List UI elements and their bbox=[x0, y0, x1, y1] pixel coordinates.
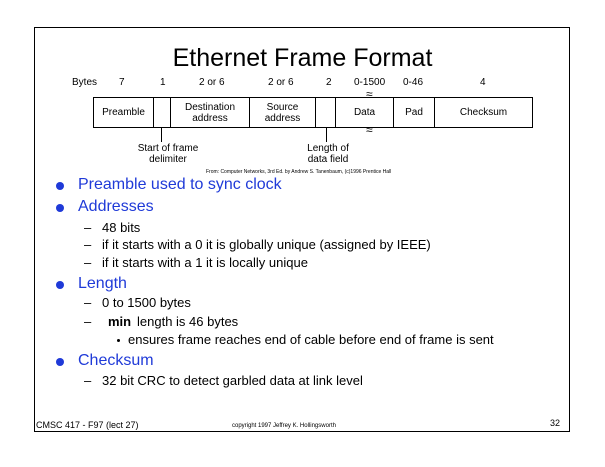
bullet-icon bbox=[56, 358, 64, 366]
subsub-bullet-icon bbox=[117, 339, 120, 342]
bullet-addresses: Addresses bbox=[78, 198, 154, 215]
sub-32-bit-crc: 32 bit CRC to detect garbled data at link level bbox=[102, 373, 363, 388]
sub-48-bits: 48 bits bbox=[102, 220, 141, 235]
break-mark-top-icon: ≈ bbox=[366, 87, 373, 101]
field-preamble: Preamble bbox=[94, 98, 154, 127]
dash-icon: – bbox=[84, 220, 92, 235]
bytes-value-length: 2 bbox=[326, 77, 332, 88]
dash-icon: – bbox=[84, 373, 92, 388]
field-source-address: Source address bbox=[250, 98, 316, 127]
bytes-value-sfd: 1 bbox=[160, 77, 166, 88]
field-destination-address: Destination address bbox=[171, 98, 250, 127]
bullet-icon bbox=[56, 281, 64, 289]
bytes-value-data: 0-1500 bbox=[354, 77, 386, 88]
footer-copyright: copyright 1997 Jeffrey K. Hollingsworth bbox=[232, 423, 336, 429]
sub-min-keyword: min bbox=[108, 314, 132, 329]
bullet-length: Length bbox=[78, 275, 127, 292]
break-mark-bottom-icon: ≈ bbox=[366, 123, 373, 137]
bytes-value-checksum: 4 bbox=[480, 77, 486, 88]
bytes-value-dest: 2 or 6 bbox=[199, 77, 225, 88]
bytes-value-src: 2 or 6 bbox=[268, 77, 294, 88]
annotation-start-delimiter: Start of frame delimiter bbox=[137, 143, 199, 165]
footer-page-number: 32 bbox=[550, 418, 561, 428]
sub-0-to-1500: 0 to 1500 bytes bbox=[102, 295, 191, 310]
slide-title: Ethernet Frame Format bbox=[172, 44, 433, 72]
field-pad: Pad bbox=[394, 98, 435, 127]
bytes-value-preamble: 7 bbox=[119, 77, 125, 88]
footer-course: CMSC 417 - F97 (lect 27) bbox=[36, 420, 139, 430]
sfd-pointer-line bbox=[161, 128, 162, 142]
dash-icon: – bbox=[84, 314, 92, 329]
source-credit: From: Computer Networks, 3rd Ed. by Andrew S. Tanenbaum, (c)1996 Prentice Hall bbox=[206, 169, 392, 175]
sub-globally-unique: if it starts with a 0 it is globally unique (assigned by IEEE) bbox=[102, 237, 431, 252]
field-start-delimiter bbox=[154, 98, 171, 127]
bytes-value-pad: 0-46 bbox=[403, 77, 424, 88]
bullet-icon bbox=[56, 204, 64, 212]
length-pointer-line bbox=[326, 128, 327, 142]
field-length bbox=[316, 98, 336, 127]
field-checksum: Checksum bbox=[459, 107, 508, 118]
bullet-preamble: Preamble used to sync clock bbox=[78, 176, 282, 193]
field-data: Data bbox=[336, 98, 394, 127]
frame-diagram bbox=[93, 97, 533, 128]
sub-min-length: length is 46 bytes bbox=[137, 314, 239, 329]
annotation-length-field: Length of data field bbox=[307, 143, 349, 165]
dash-icon: – bbox=[84, 295, 92, 310]
bullet-checksum: Checksum bbox=[78, 352, 154, 369]
sub-locally-unique: if it starts with a 1 it is locally unique bbox=[102, 255, 308, 270]
dash-icon: – bbox=[84, 237, 92, 252]
bullet-icon bbox=[56, 182, 64, 190]
dash-icon: – bbox=[84, 255, 92, 270]
subsub-ensures-frame: ensures frame reaches end of cable before end of frame is sent bbox=[128, 332, 494, 347]
bytes-label: Bytes bbox=[72, 77, 98, 88]
